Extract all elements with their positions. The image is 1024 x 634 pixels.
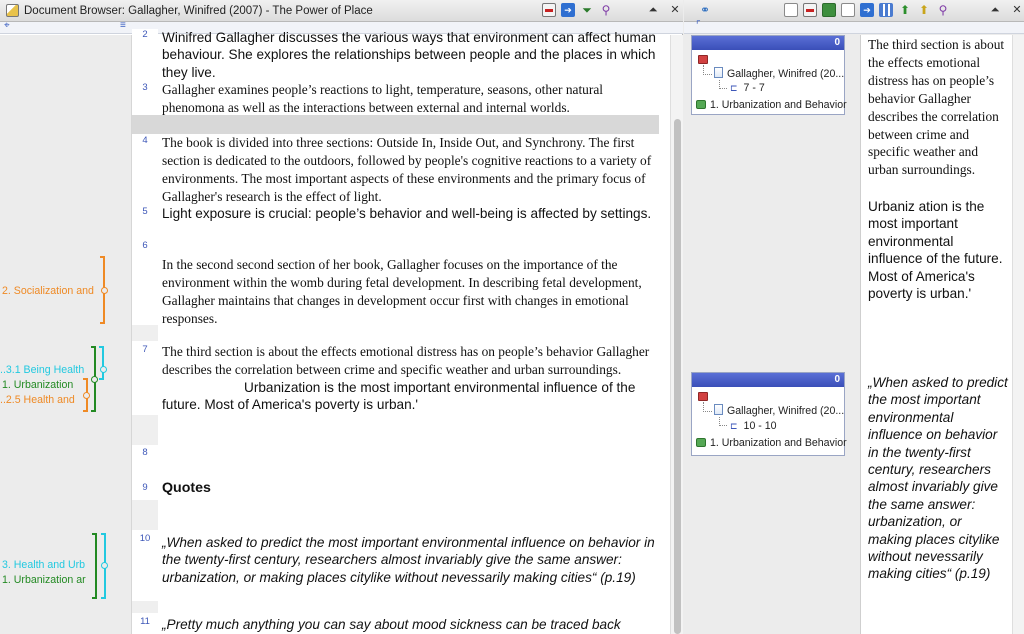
margin-header bbox=[0, 22, 118, 34]
paragraph-number: 6 bbox=[132, 240, 158, 251]
document-text[interactable] bbox=[132, 29, 670, 634]
quotation-window-controls bbox=[988, 3, 1024, 17]
gutter-fill bbox=[132, 601, 158, 613]
grid-icon[interactable] bbox=[879, 3, 893, 17]
quotation-scrollbar[interactable] bbox=[1012, 35, 1024, 634]
quotes-heading[interactable]: Quotes bbox=[162, 480, 211, 496]
code-knob-orange-2[interactable] bbox=[83, 392, 90, 399]
quotation-card[interactable] bbox=[691, 372, 845, 456]
quotation-window bbox=[684, 0, 1024, 634]
document-icon bbox=[714, 67, 723, 78]
code-knob-cyan-2[interactable] bbox=[101, 562, 108, 569]
quotation-tree-panel bbox=[691, 35, 845, 634]
search-icon[interactable]: ⚲ bbox=[601, 3, 611, 17]
gutter-fill bbox=[132, 500, 158, 530]
doc-window-controls bbox=[646, 3, 682, 17]
collapse-icon[interactable]: ⏶ bbox=[990, 4, 1000, 16]
quote-pin-icon[interactable]: ⌜ bbox=[696, 20, 701, 31]
paragraph-text[interactable]: „When asked to predict the most important environmental influence on behavior in the twenty-first century, researchers almost invariably give the same answer: urbanization, or making places citylike without nevessarily making cities“ (p.19) bbox=[162, 535, 655, 585]
code-bracket-green-2[interactable] bbox=[92, 533, 97, 599]
quotation-link-group bbox=[698, 3, 712, 17]
quotation-titlebar[interactable] bbox=[684, 0, 1024, 22]
code-being-health[interactable]: ..3.1 Being Health bbox=[0, 364, 85, 376]
window-title: Document Browser: Gallagher, Winifred (2007) - The Power of Place bbox=[24, 4, 373, 17]
quotation-red-icon bbox=[698, 55, 708, 64]
gutter-fill bbox=[132, 415, 158, 445]
paragraph-number: 11 bbox=[132, 616, 158, 627]
edit-document-icon bbox=[6, 4, 19, 17]
gutter-fill bbox=[132, 325, 158, 341]
filter-icon[interactable]: ⏷ bbox=[582, 3, 592, 17]
quotation-text-column[interactable] bbox=[860, 35, 1012, 634]
paragraph-text[interactable]: In the second second section of her book, Gallagher focuses on the importance of the environment within the womb during fetal development. In describing fetal development, Gallagher maintains that changes in development occur first with changes in emotional responses. bbox=[162, 257, 642, 326]
document-icon bbox=[714, 404, 723, 415]
yellow-arrow-icon[interactable]: ⬆ bbox=[918, 3, 930, 17]
export-icon[interactable]: ➔ bbox=[860, 3, 874, 17]
link-icon[interactable]: ⚭ bbox=[699, 3, 711, 17]
urbanization-sentence[interactable]: Urbanization is the most important environmental influence of the future. Most of America's poverty is urban.' bbox=[162, 380, 636, 413]
paragraph-number: 5 bbox=[132, 206, 158, 217]
green-arrow-icon[interactable]: ⬆ bbox=[899, 3, 911, 17]
paragraph-number: 7 bbox=[132, 344, 158, 355]
quotation-document[interactable]: Gallagher, Winifred (20... bbox=[714, 67, 844, 80]
quotation-red-icon bbox=[698, 392, 708, 401]
code-bracket-cyan[interactable] bbox=[99, 346, 104, 380]
code-urbanization-b[interactable]: 1. Urbanization ar bbox=[2, 574, 86, 586]
code-icon bbox=[696, 438, 706, 447]
spacer-row bbox=[132, 115, 659, 134]
paragraph-text[interactable]: The third section is about the effects emotional distress has on people’s behavior Gallagher describes the correlation between crime and specific weather and urban surroundings. bbox=[162, 344, 650, 377]
quotation-toolbar bbox=[784, 3, 950, 17]
quotation-text-1[interactable]: The third section is about the effects emotional distress has on people’s behavior Gallagher describes the correlation between crime and specific weather and urban surroundings. bbox=[868, 37, 1005, 178]
search-icon[interactable]: ⚲ bbox=[938, 3, 948, 17]
margin-pin-icon[interactable]: ⌖ bbox=[4, 20, 10, 31]
code-socialization[interactable]: 2. Socialization and bbox=[2, 285, 94, 297]
paragraph-number: 3 bbox=[132, 82, 158, 93]
tree-connector bbox=[703, 65, 712, 75]
quotation-range[interactable]: ⊏ 10 - 10 bbox=[730, 420, 777, 432]
quotation-card[interactable] bbox=[691, 35, 845, 115]
code-health-urb[interactable]: 3. Health and Urb bbox=[2, 559, 86, 571]
paragraph-number: 10 bbox=[132, 533, 158, 544]
paragraph-number: 4 bbox=[132, 135, 158, 146]
quotation-card-header: 0 bbox=[692, 36, 844, 50]
close-icon[interactable]: ✕ bbox=[1012, 4, 1022, 16]
tree-connector bbox=[703, 402, 712, 412]
code-urbanization-a[interactable]: 1. Urbanization bbox=[2, 379, 74, 391]
paragraph-text[interactable]: Light exposure is crucial: people’s behavior and well-being is affected by settings. bbox=[162, 206, 652, 221]
quote-range-icon: ⊏ bbox=[730, 421, 738, 431]
quotation-range[interactable]: ⊏ 7 - 7 bbox=[730, 82, 765, 94]
code-knob-orange[interactable] bbox=[101, 287, 108, 294]
quotation-code[interactable]: 1. Urbanization and Behavior bbox=[696, 99, 847, 111]
doc-toolbar bbox=[542, 3, 613, 17]
quotation-card-header: 0 bbox=[692, 373, 844, 387]
document-scrollbar[interactable] bbox=[670, 35, 683, 634]
doc-icon[interactable] bbox=[784, 3, 798, 17]
quotation-text-1-continued[interactable]: Urbaniz ation is the most important environmental influence of the future. Most of America's poverty is urban.' bbox=[868, 199, 1003, 302]
paragraph-text[interactable]: The book is divided into three sections: Outside In, Inside Out, and Synchrony. The first section is dedicated to the outdoors, followed by people's cognitive reactions to a variety of environments. The most important aspects of these environments and the primary focus of Gallagher's research is the effect of light. bbox=[162, 135, 652, 204]
tree-connector bbox=[719, 417, 727, 426]
quotation-document[interactable]: Gallagher, Winifred (20... bbox=[714, 404, 844, 417]
paragraph-text-continued[interactable] bbox=[162, 379, 662, 414]
code-icon bbox=[696, 100, 706, 109]
code-health-and[interactable]: ..2.5 Health and bbox=[0, 394, 75, 406]
margin-divider bbox=[118, 35, 132, 634]
code-knob-cyan[interactable] bbox=[100, 366, 107, 373]
paragraph-text[interactable]: Winifred Gallagher discusses the various ways that environment can affect human behaviour. She explores the relationships between people and the places in which they live. bbox=[162, 30, 656, 80]
close-icon[interactable]: ✕ bbox=[670, 4, 680, 16]
code-knob-green[interactable] bbox=[91, 376, 98, 383]
quote-range-icon: ⊏ bbox=[730, 83, 738, 93]
quotation-text-2[interactable]: „When asked to predict the most important environmental influence on behavior in the twenty-first century, researchers almost invariably give the same answer: urbanization, or making places citylike without nevessarily making cities“ (p.19) bbox=[868, 375, 1008, 582]
save-icon[interactable] bbox=[542, 3, 556, 17]
paragraph-number: 2 bbox=[132, 29, 158, 40]
tree-connector bbox=[719, 80, 727, 89]
paragraph-text[interactable]: „Pretty much anything you can say about mood sickness can be traced back bbox=[162, 617, 621, 632]
document-scroll-thumb[interactable] bbox=[674, 119, 681, 634]
code-margin bbox=[0, 35, 118, 634]
paragraph-number: 9 bbox=[132, 482, 158, 493]
paragraph-text[interactable]: Gallagher examines people’s reactions to light, temperature, seasons, other natural phenomona as well as the interactions between external and internal worlds. bbox=[162, 82, 603, 115]
quotation-code[interactable]: 1. Urbanization and Behavior bbox=[696, 437, 847, 449]
paragraph-number: 8 bbox=[132, 447, 158, 458]
doc-icon[interactable] bbox=[841, 3, 855, 17]
document-browser-titlebar[interactable] bbox=[0, 0, 683, 22]
image-icon[interactable] bbox=[822, 3, 836, 17]
menu-lines-icon[interactable]: ≡ bbox=[120, 20, 126, 31]
export-icon[interactable]: ➔ bbox=[561, 3, 575, 17]
quotation-subheader bbox=[684, 22, 1024, 34]
collapse-icon[interactable]: ⏶ bbox=[648, 4, 658, 16]
save-icon[interactable] bbox=[803, 3, 817, 17]
